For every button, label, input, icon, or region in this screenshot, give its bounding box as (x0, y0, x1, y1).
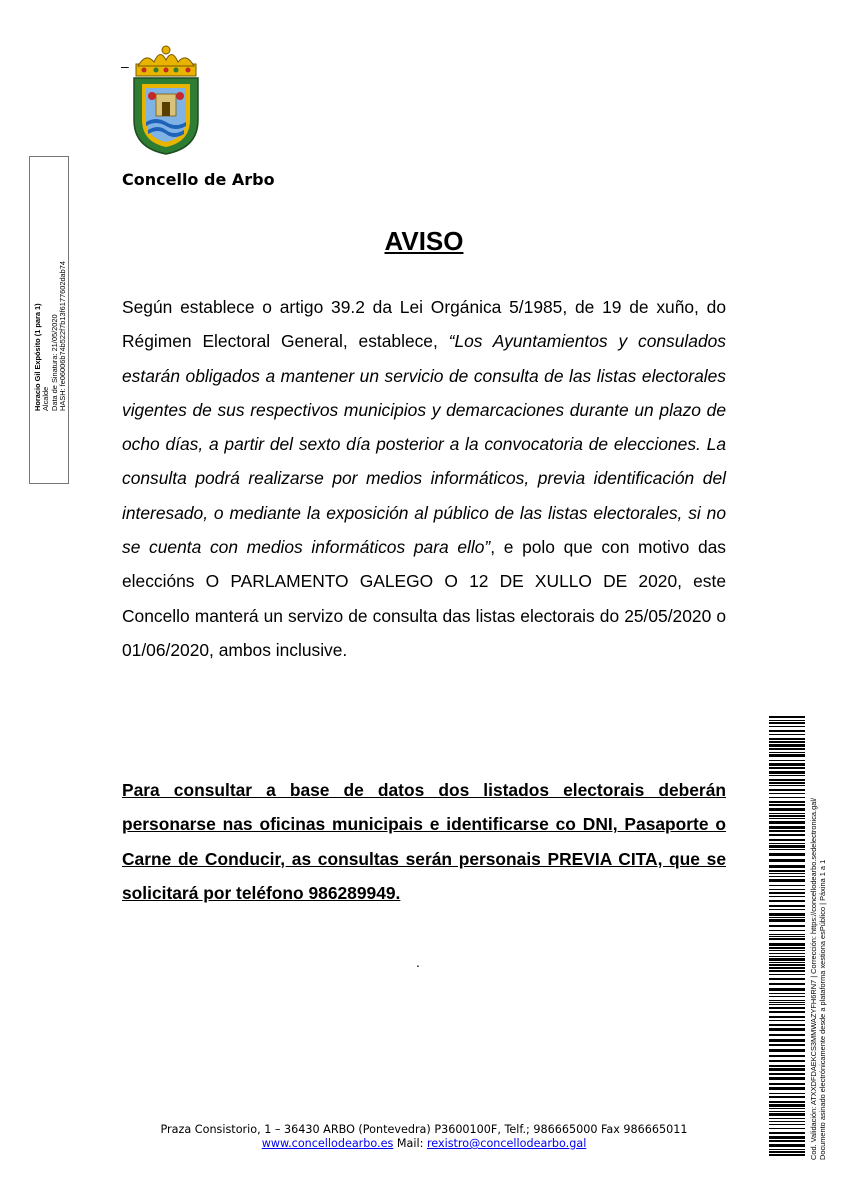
organization-name: Concello de Arbo (122, 170, 275, 189)
website-link[interactable]: www.concellodearbo.es (261, 1137, 394, 1150)
barcode-bar (769, 988, 805, 991)
barcode-bar (769, 873, 805, 874)
validation-text (810, 740, 842, 1160)
barcode-bar (769, 913, 805, 916)
footer-address: Praza Consistorio, 1 – 36430 ARBO (Pontevedra) P3600100F, Telf.; 986665000 Fax 986665011 (160, 1123, 688, 1136)
page-footer (0, 1123, 848, 1151)
barcode-bar (769, 947, 805, 949)
barcode-bar (769, 885, 805, 886)
barcode-bar (769, 1083, 805, 1085)
barcode-bar (769, 970, 805, 972)
barcode-bar (769, 996, 805, 997)
body-intro: Según establece o artigo 39.2 da Lei Orgánica 5/1985, de 19 de xuño, do Régimen Electoral General, establece, (122, 297, 726, 352)
barcode-bar (769, 775, 805, 776)
barcode-bar (769, 925, 805, 927)
barcode-bar (769, 830, 805, 832)
barcode-bar (769, 983, 805, 985)
barcode-bar (769, 879, 805, 882)
validation-code: Cod. Validación: ATXXDFDAEKCS3MMWAZYFH6RN7 | Corrección: https://concellodearbo.sedelectronica.gal/ (809, 797, 818, 1160)
signer-name: Horacio Gil Expósito (1 para 1) (33, 303, 42, 411)
barcode-bar (769, 1104, 805, 1107)
barcode-bar (769, 818, 805, 819)
barcode-bar (769, 1113, 805, 1116)
barcode-bar (769, 760, 805, 761)
barcode-bar (769, 821, 805, 824)
barcode-bar (769, 967, 805, 969)
barcode-bar (769, 1096, 805, 1098)
barcode-bar (769, 1024, 805, 1026)
barcode-bar (769, 1108, 805, 1109)
barcode-bar (769, 845, 805, 848)
barcode-bar (769, 1055, 805, 1057)
barcode-bar (769, 1111, 805, 1112)
barcode-bar (769, 1000, 805, 1001)
barcode-bar (769, 953, 805, 954)
barcode-bar (769, 1004, 805, 1005)
coat-of-arms-logo (118, 44, 214, 156)
barcode-bar (769, 720, 805, 721)
barcode-bar (769, 859, 805, 862)
barcode-bar (769, 834, 805, 836)
barcode-bar (769, 738, 805, 740)
email-link[interactable]: rexistro@concellodearbo.gal (426, 1137, 587, 1150)
barcode-bar (769, 771, 805, 774)
barcode-bar (769, 950, 805, 951)
barcode-bar (769, 1060, 805, 1062)
barcode-bar (769, 808, 805, 811)
barcode-bar (769, 876, 805, 877)
barcode-bar (769, 956, 805, 957)
barcode-bar (769, 1020, 805, 1021)
barcode-bar (769, 958, 805, 961)
barcode-bar (769, 964, 805, 966)
barcode-bar (769, 1101, 805, 1103)
signature-date: Data de Sinatura: 21/05/2020 (49, 314, 59, 411)
barcode-bar (769, 978, 805, 980)
barcode-bar (769, 892, 805, 894)
barcode-bar (769, 1154, 805, 1156)
barcode-bar (769, 974, 805, 975)
barcode-bar (769, 752, 805, 753)
mail-label: Mail: (396, 1137, 424, 1150)
barcode-bar (769, 870, 805, 872)
barcode-bar (769, 919, 805, 922)
barcode-bar (769, 1034, 805, 1036)
barcode-bar (769, 1016, 805, 1018)
barcode-bar (769, 1011, 805, 1013)
barcode-bar (769, 943, 805, 946)
barcode-bar (769, 804, 805, 806)
barcode-bar (769, 722, 805, 724)
barcode-bar (769, 1073, 805, 1075)
barcode-bar (769, 865, 805, 868)
barcode-bar (769, 896, 805, 897)
body-rest: , e polo que con motivo das eleccións O PARLAMENTO GALEGO O 12 DE XULLO DE 2020, este Concello manterá un servizo de consulta das listas electorais do 25/05/2020 o 01/06/2020, ambos inclusive. (122, 537, 726, 660)
barcode-bar (769, 1039, 805, 1042)
footer-contacts (0, 1137, 848, 1151)
barcode-bar (769, 779, 805, 781)
barcode-bar (769, 744, 805, 747)
barcode-bar (769, 1065, 805, 1067)
appointment-notice: Para consultar a base de datos dos listados electorais deberán personarse nas oficinas municipais e identificarse co DNI, Pasaporte o Carne de Conducir, as consultas serán personais PREVIA CITA, que se solicitará por teléfono 986289949. (122, 780, 726, 903)
barcode-bar (769, 909, 805, 910)
barcode-bar (769, 785, 805, 786)
barcode-bar (769, 993, 805, 994)
barcode-bar (769, 1093, 805, 1094)
barcode-bar (769, 889, 805, 890)
barcode-bar (769, 843, 805, 844)
barcode-bar (769, 1077, 805, 1080)
validation-barcode (769, 716, 805, 1158)
signature-text (30, 157, 70, 485)
barcode-bar (769, 793, 805, 794)
barcode-bar (769, 754, 805, 757)
barcode-bar (769, 938, 805, 940)
barcode-bar (769, 1087, 805, 1090)
barcode-bar (769, 763, 805, 766)
body-quote: “Los Ayuntamientos y consulados estarán obligados a mantener un servicio de consulta de las listas electorales vigentes de sus respectivos municipios y demarcaciones durante un plazo de ocho días, a partir del sexto día posterior a la convocatoria de elecciones. La consulta podrá realizarse por medios informáticos, previa identificación del interesado, o mediante la exposición al público de las listas electorales, si no se cuenta con medios informáticos para ello” (122, 331, 726, 558)
barcode-bar (769, 934, 805, 935)
barcode-bar (769, 1028, 805, 1031)
barcode-bar (769, 789, 805, 791)
barcode-bar (769, 1007, 805, 1009)
stray-dot: . (416, 954, 420, 970)
signer-role: Alcalde (41, 386, 51, 411)
signature-hash: HASH: fe06006b74b522f7b13f6177602dab74 (58, 261, 68, 411)
barcode-bar (769, 726, 805, 727)
barcode-bar (769, 767, 805, 769)
validation-platform: Documento asinado electrónicamente desde a plataforma xestiona esPúblico | Páxina 1 a 1 (817, 859, 827, 1160)
barcode-bar (769, 730, 805, 732)
barcode-bar (769, 1151, 805, 1153)
barcode-bar (769, 813, 805, 814)
barcode-bar (769, 1068, 805, 1071)
barcode-bar (769, 1049, 805, 1052)
barcode-bar (769, 748, 805, 750)
barcode-bar (769, 936, 805, 937)
barcode-bar (769, 1002, 805, 1003)
barcode-bar (769, 826, 805, 829)
barcode-bar (769, 815, 805, 817)
barcode-bar (769, 930, 805, 931)
barcode-bar (769, 849, 805, 850)
barcode-bar (769, 782, 805, 784)
barcode-bar (769, 797, 805, 798)
barcode-bar (769, 1121, 805, 1122)
signature-box (29, 156, 69, 484)
barcode-bar (769, 839, 805, 841)
barcode-bar (769, 734, 805, 735)
barcode-bar (769, 962, 805, 963)
barcode-bar (769, 853, 805, 856)
barcode-bar (769, 801, 805, 803)
barcode-bar (769, 1044, 805, 1046)
barcode-bar (769, 741, 805, 743)
barcode-bar (769, 716, 805, 718)
barcode-bar (769, 1118, 805, 1119)
barcode-bar (769, 905, 805, 907)
barcode-bar (769, 917, 805, 918)
document-title: AVISO (384, 226, 464, 256)
barcode-bar (769, 900, 805, 902)
body-paragraph (122, 290, 726, 667)
header-dash: – (121, 58, 129, 74)
